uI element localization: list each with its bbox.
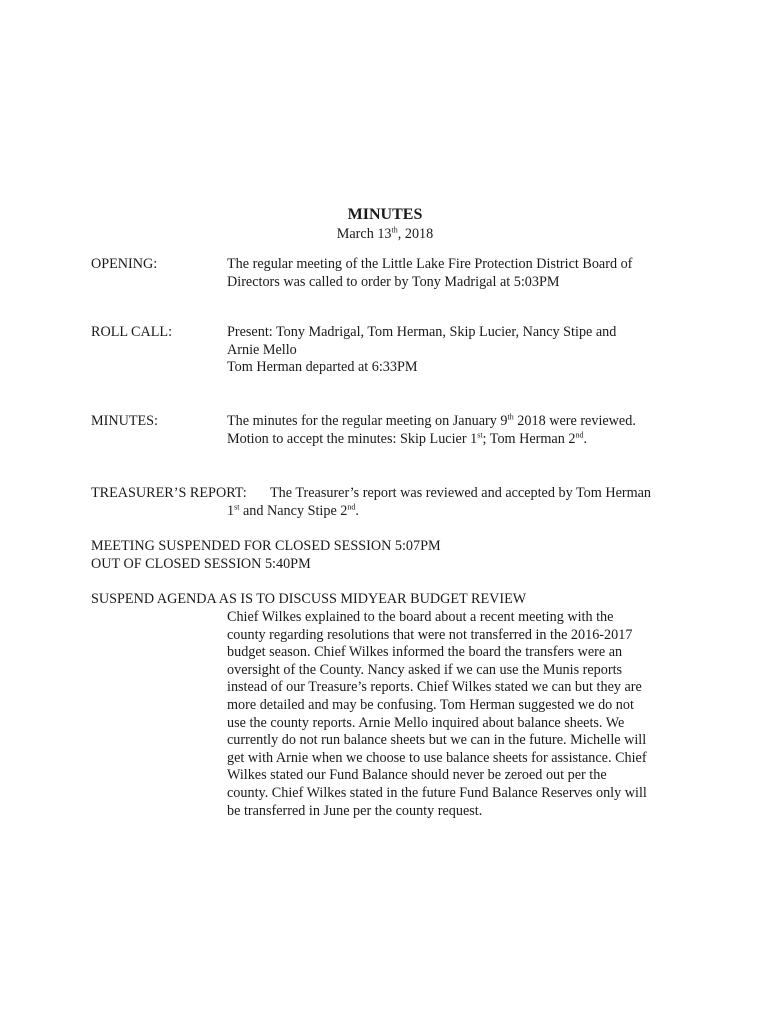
midyear-line: currently do not run balance sheets but we can in the future. Michelle will	[227, 732, 647, 749]
date-superscript: th	[391, 225, 398, 235]
treasurer-line-2-sup-2: nd	[347, 502, 356, 512]
treasurer-line-1: The Treasurer’s report was reviewed and accepted by Tom Herman	[270, 485, 652, 501]
midyear-line: Wilkes stated our Fund Balance should never be zeroed out per the	[227, 767, 607, 784]
date-suffix: , 2018	[397, 226, 434, 242]
opening-line-1: The regular meeting of the Little Lake Fire Protection District Board of	[227, 256, 633, 272]
midyear-line: budget season. Chief Wilkes informed the board the transfers were an	[227, 644, 623, 661]
roll-call-text	[227, 324, 682, 377]
meeting-date	[0, 226, 770, 244]
midyear-line: county. Chief Wilkes stated in the future Fund Balance Reserves only will	[227, 784, 647, 801]
treasurer-line-2-a: 1	[227, 503, 235, 519]
opening-text	[227, 256, 682, 291]
roll-call-line-1: Present: Tony Madrigal, Tom Herman, Skip Lucier, Nancy Stipe and	[227, 324, 617, 340]
minutes-line-1-a: The minutes for the regular meeting on January 9	[227, 413, 508, 429]
closed-session-out: OUT OF CLOSED SESSION 5:40PM	[91, 556, 311, 572]
roll-call-line-2: Arnie Mello	[227, 341, 297, 358]
roll-call-line-3: Tom Herman departed at 6:33PM	[227, 359, 418, 376]
minutes-line-1	[227, 413, 682, 431]
date-prefix: March 13	[336, 226, 392, 242]
minutes-text	[227, 413, 682, 448]
minutes-line-2-sup-1: st	[477, 429, 483, 439]
roll-call-label: ROLL CALL:	[91, 324, 173, 340]
minutes-label: MINUTES:	[91, 413, 158, 429]
treasurer-label: TREASURER’S REPORT:	[91, 485, 247, 501]
closed-session-suspended: MEETING SUSPENDED FOR CLOSED SESSION 5:07PM	[91, 538, 441, 554]
midyear-line: instead of our Treasure’s reports. Chief Wilkes stated we can but they are	[227, 679, 642, 696]
midyear-line: county regarding resolutions that were not transferred in the 2016-2017	[227, 626, 633, 643]
midyear-heading: SUSPEND AGENDA AS IS TO DISCUSS MIDYEAR BUDGET REVIEW	[91, 591, 527, 607]
midyear-line: more detailed and may be confusing. Tom Herman suggested we do not	[227, 696, 634, 713]
midyear-line: oversight of the County. Nancy asked if we can use the Munis reports	[227, 661, 623, 678]
treasurer-line-2-c: .	[355, 503, 359, 519]
document-title: MINUTES	[347, 206, 423, 223]
midyear-line: be transferred in June per the county request.	[227, 802, 483, 819]
minutes-line-2-c: .	[583, 430, 588, 447]
midyear-line: use the county reports. Arnie Mello inquired about balance sheets. We	[227, 714, 625, 731]
minutes-line-2	[227, 431, 682, 449]
minutes-line-1-b: 2018 were reviewed.	[513, 413, 636, 429]
midyear-line: Chief Wilkes explained to the board about a recent meeting with the	[227, 609, 614, 625]
minutes-line-2-b: ; Tom Herman 2	[482, 430, 576, 447]
opening-label: OPENING:	[91, 256, 158, 272]
minutes-line-2-a: Motion to accept the minutes: Skip Lucier 1	[227, 430, 478, 447]
minutes-line-1-sup: th	[507, 412, 514, 422]
midyear-body	[227, 609, 682, 820]
minutes-line-2-sup-2: nd	[575, 429, 584, 439]
treasurer-text	[227, 503, 682, 521]
treasurer-line-2-b: and Nancy Stipe 2	[239, 503, 348, 519]
treasurer-line-2-sup-1: st	[234, 502, 240, 512]
opening-line-2: Directors was called to order by Tony Madrigal at 5:03PM	[227, 273, 560, 290]
treasurer-line-2	[227, 503, 682, 521]
midyear-line: get with Arnie when we choose to use balance sheets for assistance. Chief	[227, 749, 647, 766]
